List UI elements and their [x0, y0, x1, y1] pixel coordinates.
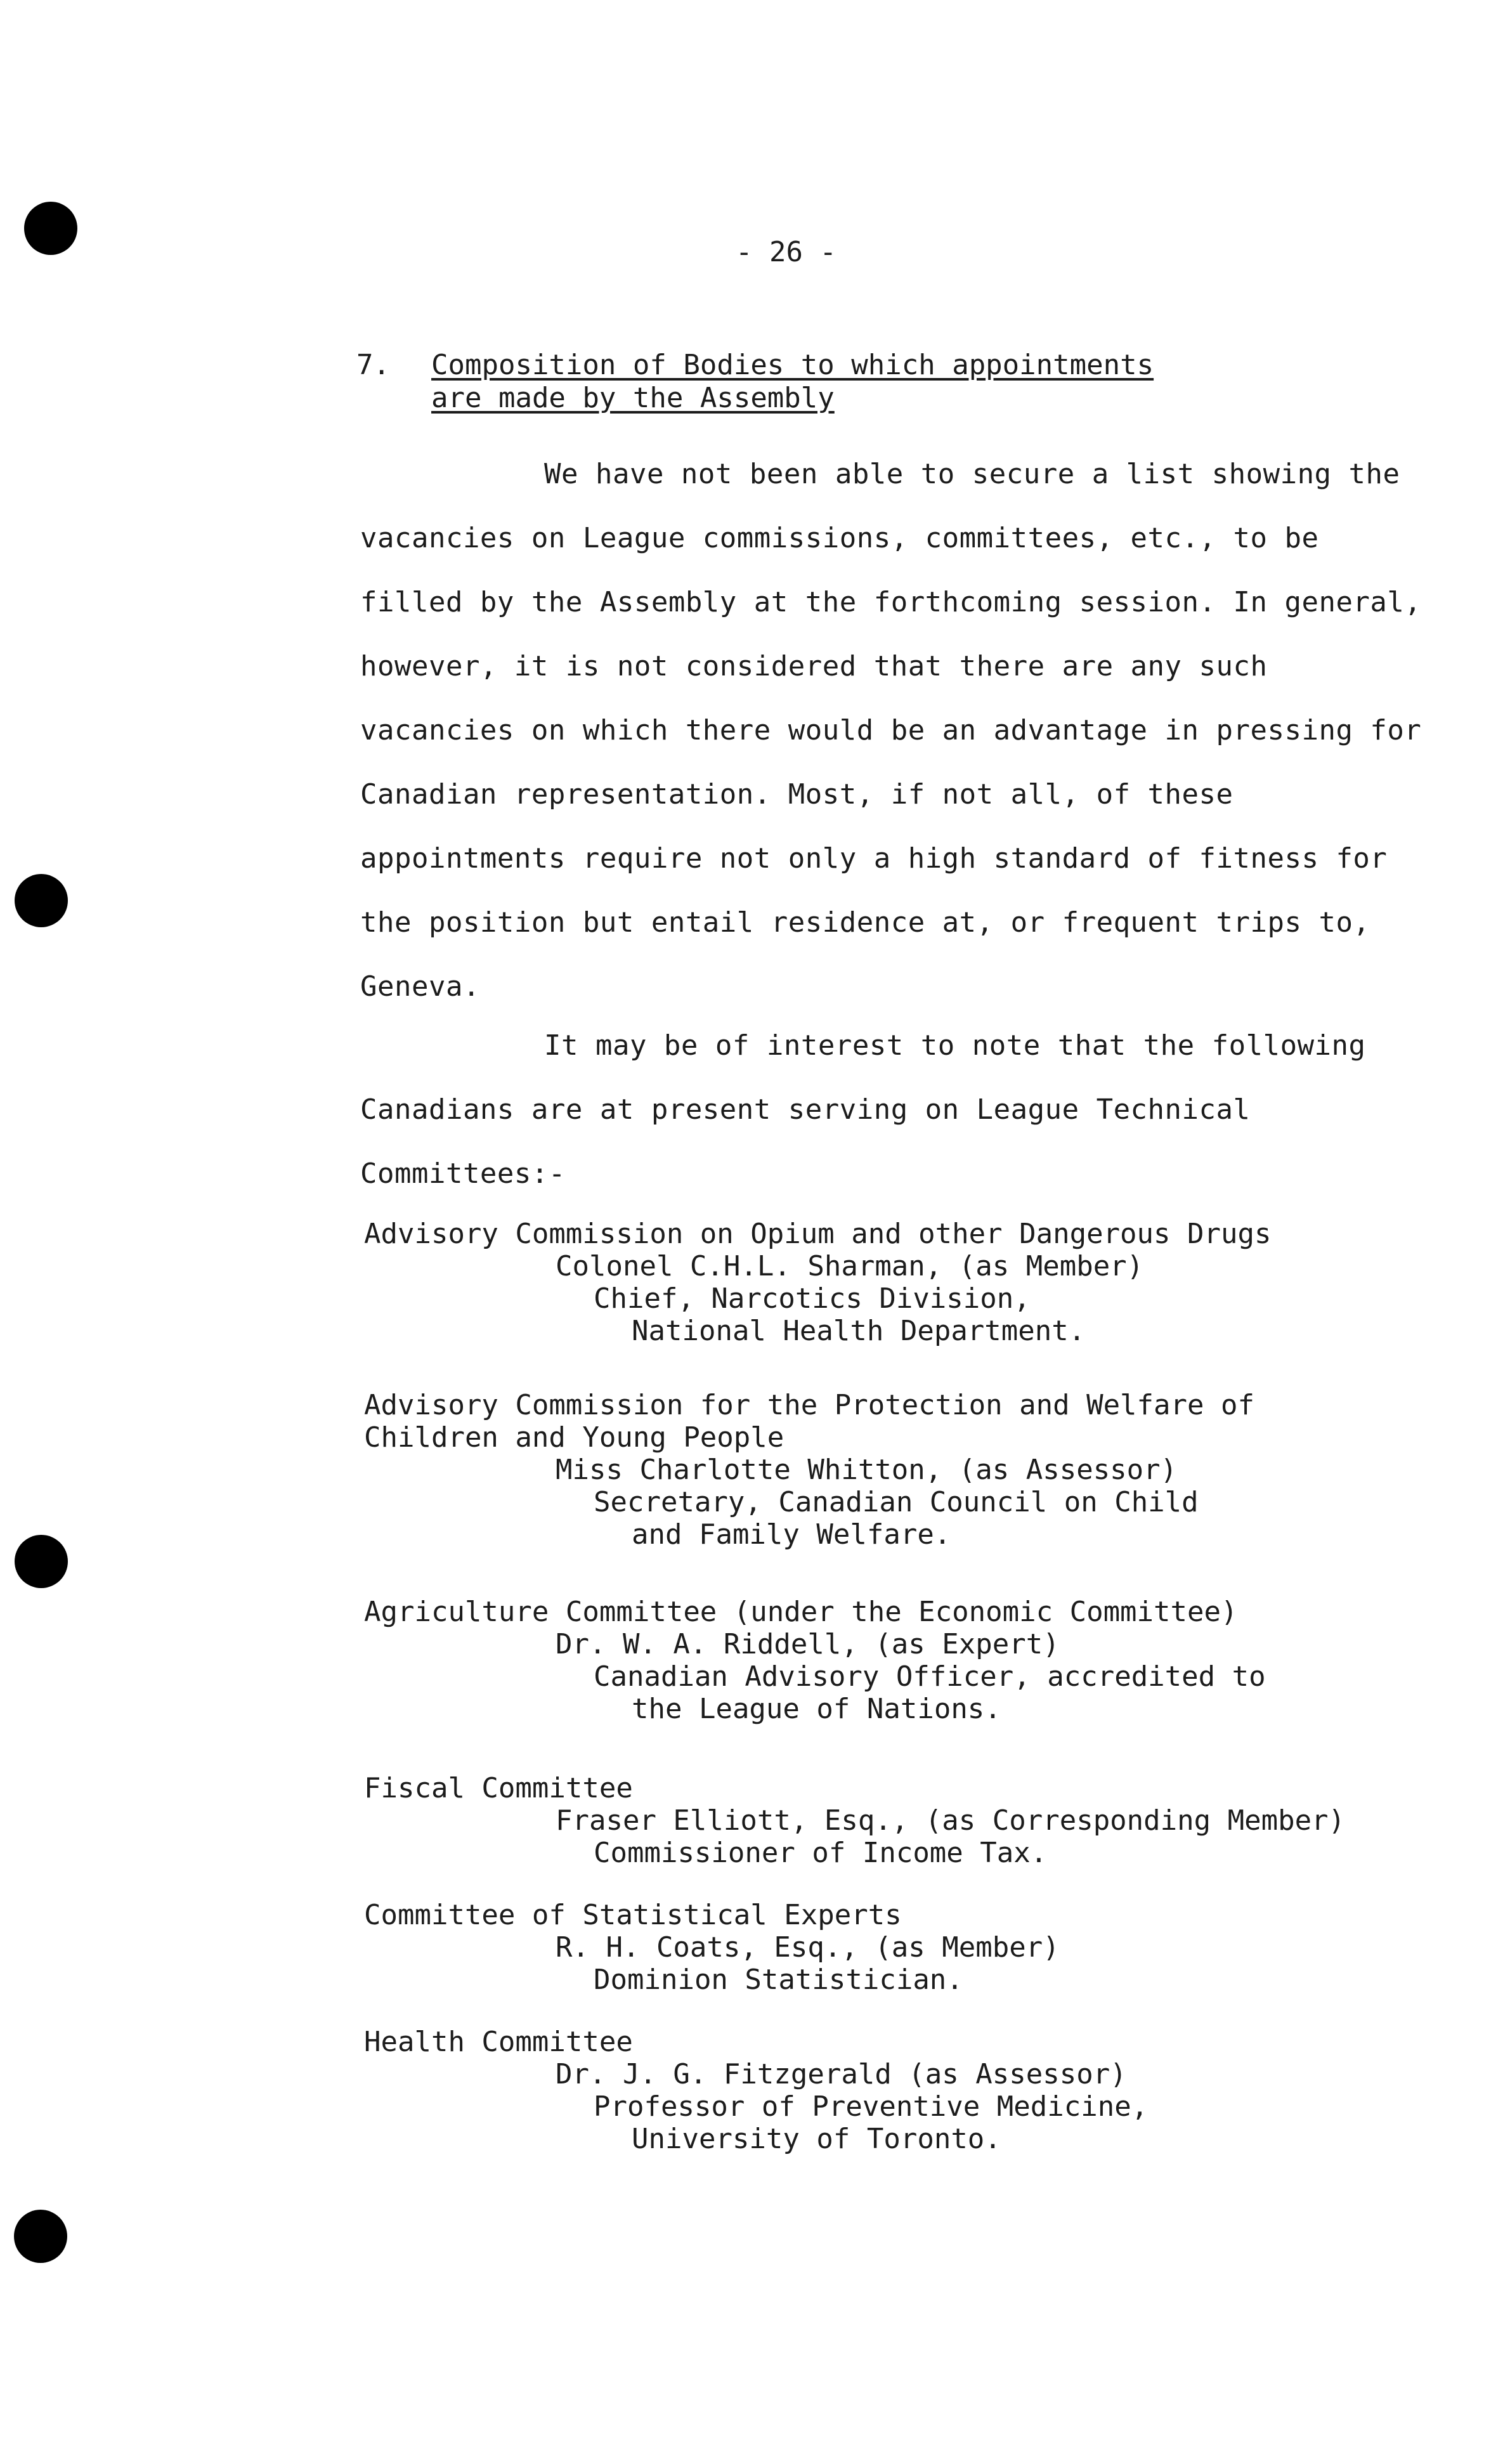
member-position: Canadian Advisory Officer, accredited to	[594, 1660, 1266, 1693]
committee-member: Colonel C.H.L. Sharman, (as Member)	[556, 1250, 1144, 1282]
committee-name: Committee of Statistical Experts	[364, 1899, 902, 1931]
member-position: Chief, Narcotics Division,	[594, 1282, 1031, 1315]
committee-member: R. H. Coats, Esq., (as Member)	[556, 1931, 1060, 1964]
committee-name: Agriculture Committee (under the Economic Committee)	[364, 1596, 1238, 1628]
punch-hole	[15, 1535, 68, 1588]
page-number: - 26 -	[736, 236, 836, 268]
committee-member: Dr. J. G. Fitzgerald (as Assessor)	[556, 2058, 1127, 2090]
section-number: 7.	[356, 349, 390, 381]
committee-name: Fiscal Committee	[364, 1772, 633, 1804]
member-organization: University of Toronto.	[632, 2123, 1001, 2155]
committee-entry	[364, 1596, 1442, 1725]
member-position: Dominion Statistician.	[594, 1964, 963, 1996]
committee-member: Fraser Elliott, Esq., (as Corresponding Member)	[556, 1804, 1346, 1837]
paragraph-canadians-serving: It may be of interest to note that the following Canadians are at present serving on League Technical Committees:-	[360, 1029, 1366, 1190]
committee-member: Dr. W. A. Riddell, (as Expert)	[556, 1628, 1060, 1660]
member-position: Professor of Preventive Medicine,	[594, 2090, 1149, 2123]
punch-hole	[24, 202, 77, 255]
committee-name: Advisory Commission on Opium and other Dangerous Drugs	[364, 1218, 1272, 1250]
committee-member: Miss Charlotte Whitton, (as Assessor)	[556, 1454, 1178, 1486]
committee-name: Health Committee	[364, 2026, 633, 2058]
section-title: Composition of Bodies to which appointments are made by the Assembly	[431, 349, 1154, 414]
member-position: Commissioner of Income Tax.	[594, 1837, 1048, 1869]
punch-hole	[14, 2210, 67, 2263]
committee-entry	[364, 1772, 1442, 1869]
committee-entry	[364, 1218, 1442, 1347]
member-organization: and Family Welfare.	[632, 1518, 951, 1551]
committee-entry	[364, 1389, 1442, 1551]
punch-hole	[15, 874, 68, 927]
member-organization: the League of Nations.	[632, 1693, 1001, 1725]
member-position: Secretary, Canadian Council on Child	[594, 1486, 1199, 1518]
paragraph-vacancies: We have not been able to secure a list showing the vacancies on League commissions, committees, etc., to be filled by the Assembly at the forthcoming session. In general, however, it is not considered that there are any such vacancies on which there would be an advantage in pressing for Canadian representation. Most, if not all, of these appointments require not only a high standard of fitness for the position but entail residence at, or frequent trips to, Geneva.	[360, 458, 1422, 1003]
committee-name: Advisory Commission for the Protection and Welfare of Children and Young People	[364, 1389, 1254, 1454]
committee-entry	[364, 1899, 1442, 1996]
committee-entry	[364, 2026, 1442, 2155]
member-organization: National Health Department.	[632, 1315, 1086, 1347]
